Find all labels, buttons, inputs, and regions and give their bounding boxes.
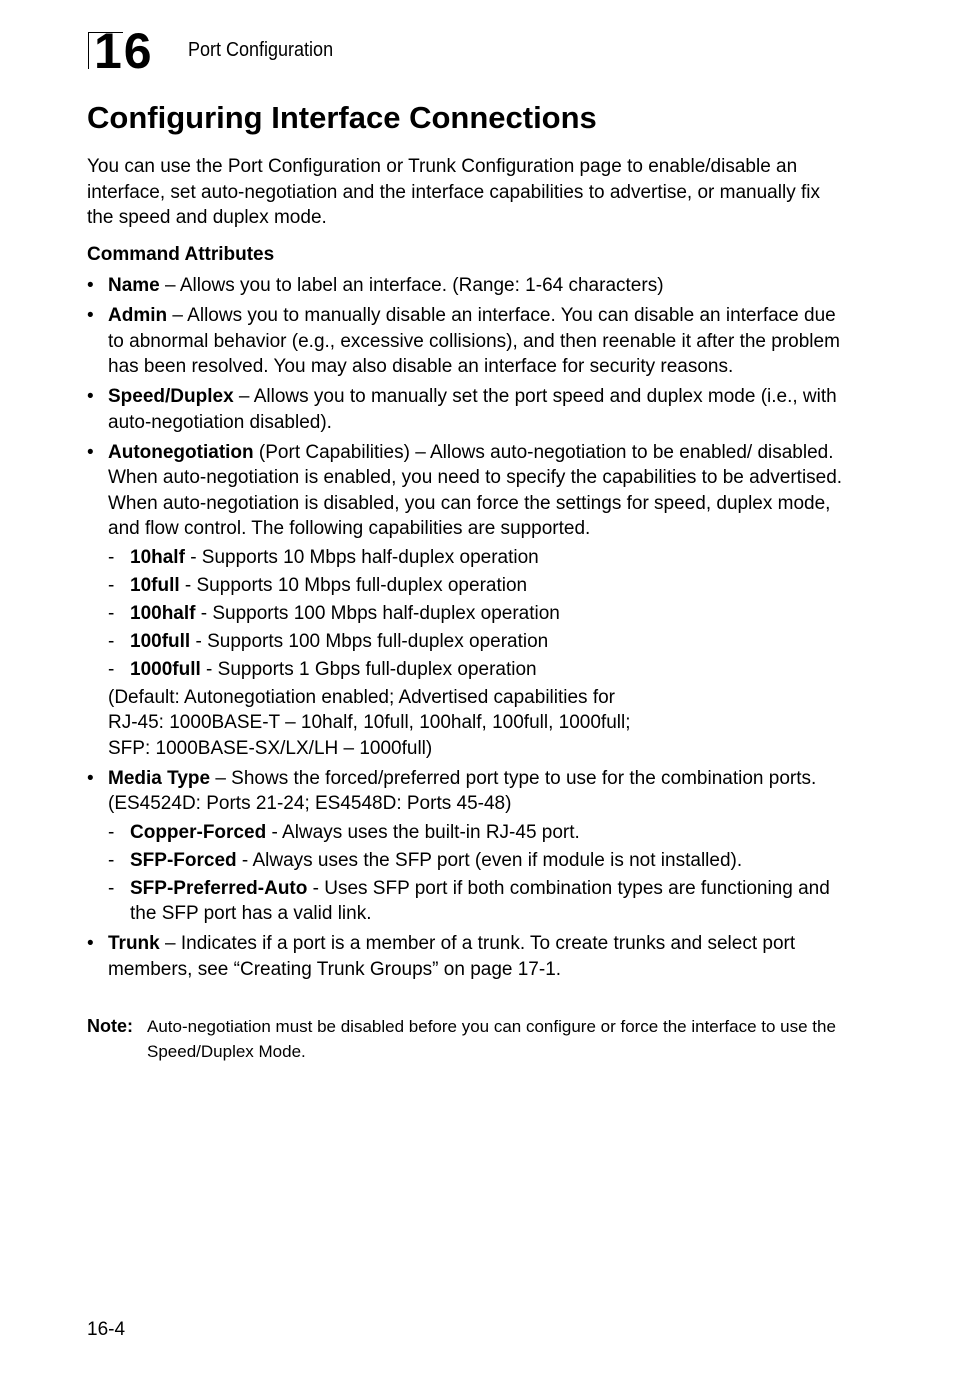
dash-glyph: - <box>108 658 115 680</box>
running-header-title: Port Configuration <box>188 39 334 61</box>
note-label: Note: <box>87 1016 133 1036</box>
default-line: SFP: 1000BASE-SX/LX/LH – 1000full) <box>108 737 433 759</box>
command-attributes-heading: Command Attributes <box>87 243 275 265</box>
section-title: Configuring Interface Connections <box>87 100 597 135</box>
capability-item <box>108 629 847 655</box>
capability-item <box>108 545 847 571</box>
capability-item <box>108 573 847 599</box>
attribute-autonegotiation <box>87 440 847 762</box>
dash-glyph: - <box>108 546 115 568</box>
attribute-description: – Allows you to manually disable an interface. You can disable an interface due to abnormal behavior (e.g., excessive collisions), and then reenable it after the problem has been resolved. You may also disable an interface for security reasons. <box>108 305 840 377</box>
dash-glyph: - <box>108 821 115 843</box>
note-block <box>87 1014 847 1064</box>
attribute-admin <box>87 303 847 380</box>
capability-item <box>108 601 847 627</box>
dash-glyph: - <box>108 602 115 624</box>
intro-paragraph: You can use the Port Configuration or Trunk Configuration page to enable/disable an interface, set auto-negotiation and the interface capabilities to advertise, or manually fix the speed and duplex mode. <box>87 156 820 228</box>
media-option-term: SFP-Forced <box>130 849 237 871</box>
capability-description: - Supports 10 Mbps half-duplex operation <box>184 546 539 568</box>
dash-glyph: - <box>108 849 115 871</box>
capability-term: 1000full <box>130 658 201 680</box>
attribute-term: Media Type <box>108 767 211 789</box>
capability-description: - Supports 100 Mbps full-duplex operation <box>190 630 549 652</box>
attribute-description: (Port Capabilities) – Allows auto-negotiation to be enabled/ disabled. When auto-negotiation is enabled, you need to specify the capabilities to be advertised. When auto-negotiation is disabled, you can force the settings for speed, duplex mode, and flow control. The following capabilities are supported. <box>108 441 843 539</box>
capability-description: - Supports 100 Mbps half-duplex operation <box>195 602 560 624</box>
media-option-description: - Uses SFP port if both combination types are functioning and the SFP port has a valid link. <box>130 877 830 924</box>
attribute-term: Trunk <box>108 933 160 954</box>
capability-term: 100half <box>130 602 196 624</box>
dash-glyph: - <box>108 574 115 596</box>
default-settings <box>108 685 847 762</box>
attribute-description: – Indicates if a port is a member of a trunk. To create trunks and select port members, see “Creating Trunk Groups” on page 17-1. <box>108 933 796 980</box>
bullet-glyph: • <box>87 767 94 789</box>
capability-description: - Supports 1 Gbps full-duplex operation <box>200 658 537 680</box>
attribute-description: – Shows the forced/preferred port type to use for the combination ports. (ES4524D: Ports 21-24; ES4548D: Ports 45-48) <box>108 767 817 814</box>
media-option-item <box>108 848 847 874</box>
attribute-description: – Allows you to label an interface. (Range: 1-64 characters) <box>159 275 664 296</box>
capability-term: 100full <box>130 630 191 652</box>
attribute-list <box>87 273 847 982</box>
capability-item <box>108 657 847 683</box>
media-type-options <box>108 820 847 927</box>
bullet-glyph: • <box>87 305 94 326</box>
dash-glyph: - <box>108 630 115 652</box>
attribute-description: – Allows you to manually set the port speed and duplex mode (i.e., with auto-negotiation disabled). <box>108 386 837 433</box>
media-option-item <box>108 876 847 927</box>
bullet-glyph: • <box>87 441 94 463</box>
default-line: RJ-45: 1000BASE-T – 10half, 10full, 100half, 100full, 1000full; <box>108 712 631 733</box>
chapter-number: 16 <box>94 23 154 79</box>
dash-glyph: - <box>108 877 115 899</box>
default-line: (Default: Autonegotiation enabled; Advertised capabilities for <box>108 686 615 708</box>
media-option-description: - Always uses the built-in RJ-45 port. <box>266 821 580 843</box>
media-option-description: - Always uses the SFP port (even if module is not installed). <box>236 849 743 871</box>
media-option-item <box>108 820 847 846</box>
attribute-term: Speed/Duplex <box>108 386 234 407</box>
page-number: 16-4 <box>87 1319 126 1340</box>
attribute-term: Admin <box>108 305 168 326</box>
media-option-term: Copper-Forced <box>130 821 267 843</box>
note-text: Auto-negotiation must be disabled before you can configure or force the interface to use the Speed/Duplex Mode. <box>147 1017 836 1061</box>
section-body <box>87 154 847 987</box>
bullet-glyph: • <box>87 933 94 954</box>
attribute-term: Name <box>108 275 160 296</box>
bullet-glyph: • <box>87 386 94 407</box>
attribute-media-type <box>87 766 847 927</box>
capability-term: 10half <box>130 546 185 568</box>
attribute-speed-duplex <box>87 384 847 435</box>
attribute-trunk <box>87 931 847 982</box>
capability-description: - Supports 10 Mbps full-duplex operation <box>179 574 528 596</box>
capability-list <box>108 545 847 683</box>
attribute-name <box>87 273 847 299</box>
media-option-term: SFP-Preferred-Auto <box>130 877 308 899</box>
capability-term: 10full <box>130 574 180 596</box>
bullet-glyph: • <box>87 275 94 296</box>
attribute-term: Autonegotiation <box>108 441 254 463</box>
